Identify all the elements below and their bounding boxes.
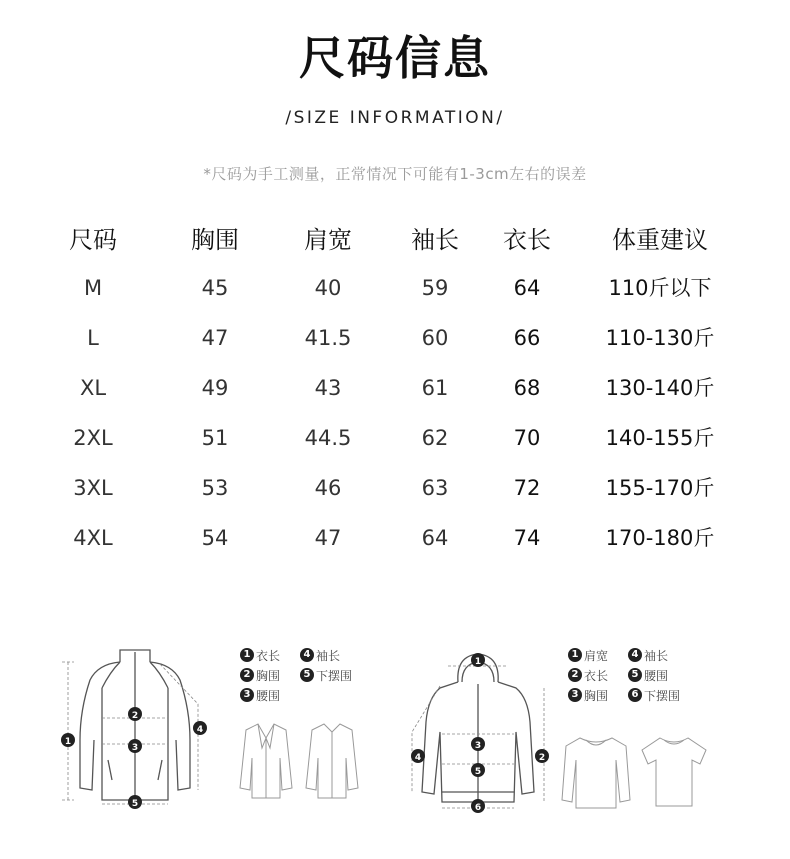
table-row: [0, 268, 790, 318]
blazer-and-shirt-sketch: [232, 718, 362, 803]
legend-label: 袖长: [644, 648, 669, 663]
legend-label: 胸围: [256, 668, 281, 683]
shoulder-cell: 47: [314, 526, 342, 550]
jacket-measurement-diagram: [50, 640, 230, 815]
marker-5: 5: [474, 767, 482, 777]
length-cell: 74: [513, 526, 541, 550]
legend-badge: 3: [568, 688, 582, 702]
hoodie-measurement-diagram: [400, 642, 560, 817]
length-cell: 70: [513, 426, 541, 450]
legend-label: 腰围: [256, 688, 281, 703]
legend-badge: 1: [240, 648, 254, 662]
marker-6: 6: [474, 803, 482, 813]
header-cell: 胸围: [191, 226, 239, 254]
legend-label: 腰围: [644, 668, 669, 683]
table-header-row: [0, 220, 790, 268]
shoulder-cell: 43: [314, 376, 342, 400]
shoulder-cell: 44.5: [304, 426, 352, 450]
page-title: 尺码信息: [299, 31, 491, 85]
weight-cell: 155-170斤: [605, 476, 715, 500]
chest-cell: 53: [201, 476, 229, 500]
marker-1: 1: [474, 657, 482, 667]
length-cell: 68: [513, 376, 541, 400]
legend-badge: 2: [240, 668, 254, 682]
legend-label: 胸围: [584, 688, 609, 703]
shoulder-cell: 41.5: [304, 326, 352, 350]
table-row: [0, 418, 790, 468]
legend-label: 肩宽: [584, 648, 609, 663]
legend-badge: 5: [300, 668, 314, 682]
table-row: [0, 518, 790, 568]
sleeve-cell: 62: [421, 426, 449, 450]
legend-badge: 5: [628, 668, 642, 682]
marker-2: 2: [538, 753, 546, 763]
length-cell: 64: [513, 276, 541, 300]
legend-label: 衣长: [584, 668, 609, 683]
chest-cell: 47: [201, 326, 229, 350]
legend-badge: 4: [628, 648, 642, 662]
jacket-legend: [240, 645, 360, 705]
legend-badge: 6: [628, 688, 642, 702]
shoulder-cell: 40: [314, 276, 342, 300]
size-cell: L: [87, 326, 99, 350]
size-cell: XL: [79, 376, 107, 400]
legend-label: 下摆围: [644, 688, 681, 703]
legend-badge: 1: [568, 648, 582, 662]
sleeve-cell: 61: [421, 376, 449, 400]
header-cell: 肩宽: [304, 226, 352, 254]
size-cell: 2XL: [73, 426, 113, 450]
marker-2: 2: [131, 711, 139, 721]
size-cell: 4XL: [73, 526, 113, 550]
weight-cell: 110斤以下: [608, 276, 712, 300]
marker-1: 1: [64, 737, 72, 747]
length-cell: 72: [513, 476, 541, 500]
marker-3: 3: [131, 743, 139, 753]
size-cell: 3XL: [73, 476, 113, 500]
sleeve-cell: 60: [421, 326, 449, 350]
sleeve-cell: 64: [421, 526, 449, 550]
weight-cell: 130-140斤: [605, 376, 715, 400]
size-cell: M: [83, 276, 103, 300]
header-cell: 衣长: [503, 226, 551, 254]
measurement-note: *尺码为手工测量，正常情况下可能有1-3cm左右的误差: [203, 165, 587, 183]
marker-4: 4: [196, 725, 204, 735]
length-cell: 66: [513, 326, 541, 350]
weight-cell: 140-155斤: [605, 426, 715, 450]
marker-3: 3: [474, 741, 482, 751]
weight-cell: 170-180斤: [605, 526, 715, 550]
chest-cell: 51: [201, 426, 229, 450]
marker-5: 5: [131, 799, 139, 809]
marker-4: 4: [414, 753, 422, 763]
shoulder-cell: 46: [314, 476, 342, 500]
weight-cell: 110-130斤: [605, 326, 715, 350]
header-cell: 尺码: [69, 226, 117, 254]
header-cell: 袖长: [411, 226, 459, 254]
size-table: [0, 220, 790, 568]
chest-cell: 49: [201, 376, 229, 400]
table-row: [0, 368, 790, 418]
legend-badge: 2: [568, 668, 582, 682]
sleeve-cell: 59: [421, 276, 449, 300]
chest-cell: 54: [201, 526, 229, 550]
header-cell: 体重建议: [612, 226, 708, 254]
legend-label: 下摆围: [316, 668, 353, 683]
legend-badge: 4: [300, 648, 314, 662]
longsleeve-and-tshirt-sketch: [560, 730, 710, 810]
legend-label: 袖长: [316, 648, 341, 663]
page-subtitle: /SIZE INFORMATION/: [285, 108, 505, 128]
sleeve-cell: 63: [421, 476, 449, 500]
hoodie-legend: [568, 645, 688, 705]
legend-label: 衣长: [256, 648, 281, 663]
table-row: [0, 468, 790, 518]
chest-cell: 45: [201, 276, 229, 300]
table-row: [0, 318, 790, 368]
legend-badge: 3: [240, 688, 254, 702]
